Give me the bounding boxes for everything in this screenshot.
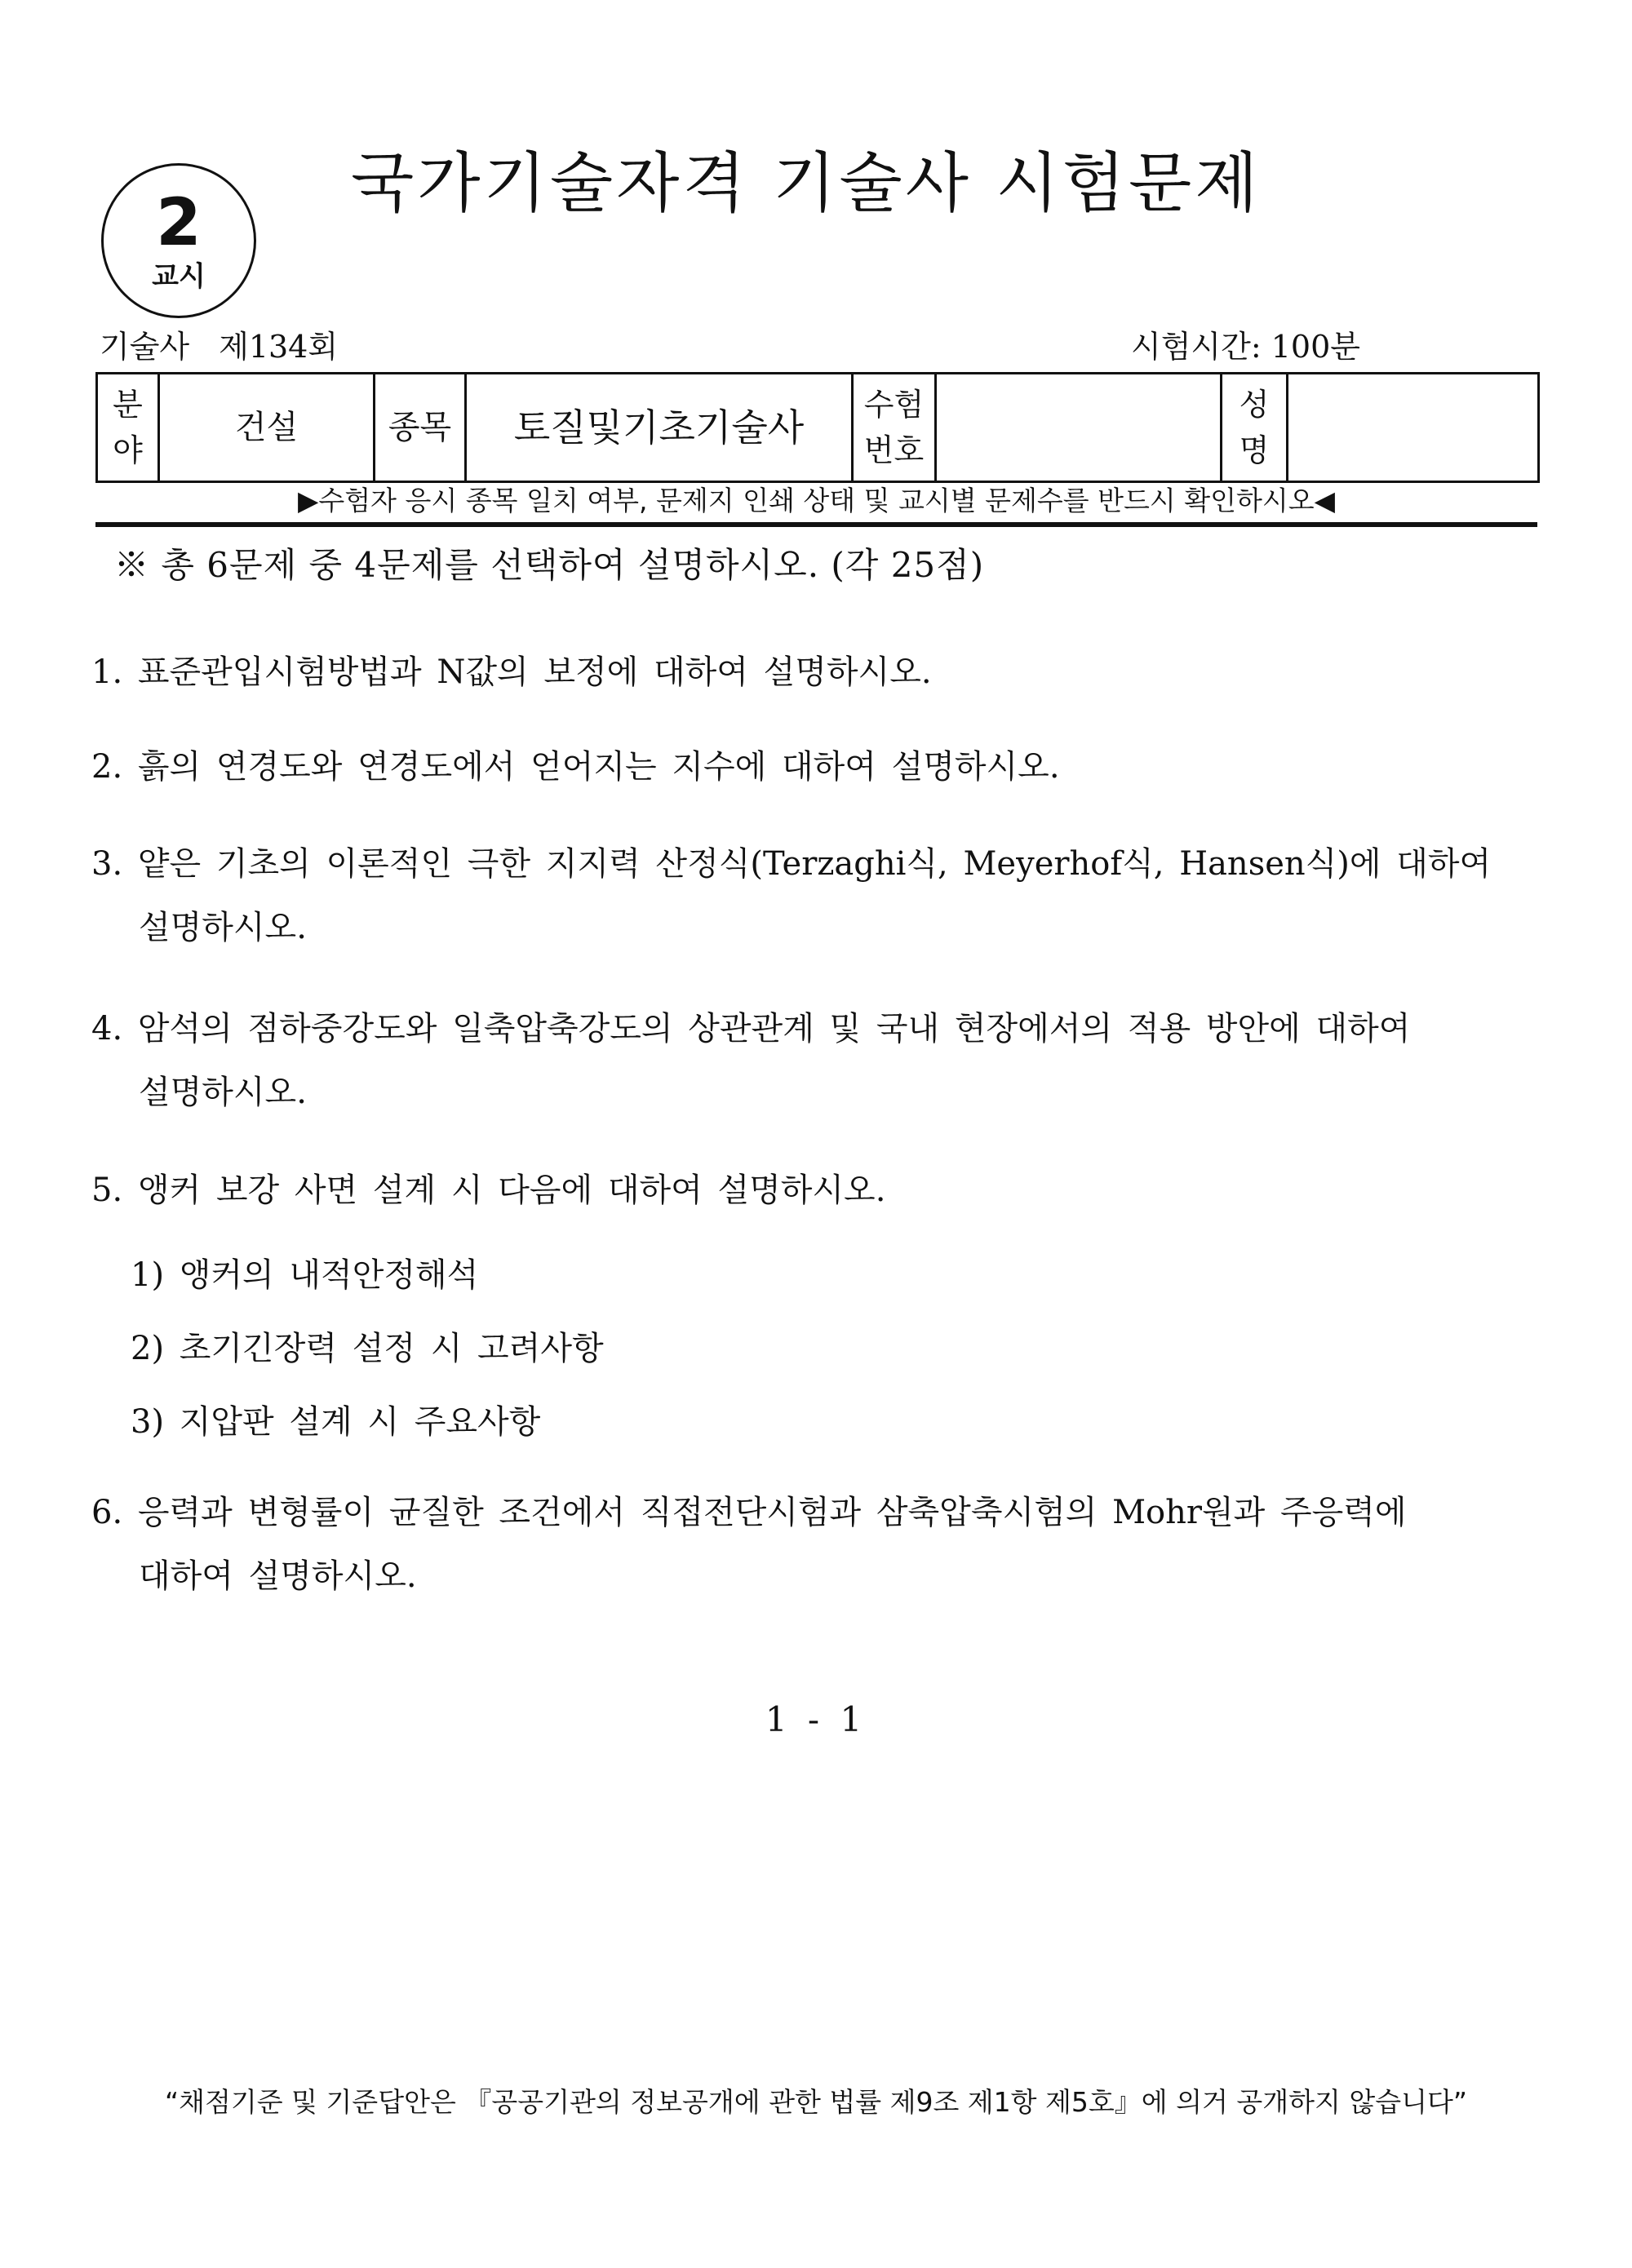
question-text-continued: 설명하시오. bbox=[139, 1074, 307, 1111]
question-text: 암석의 점하중강도와 일축압축강도의 상관관계 및 국내 현장에서의 적용 방안에 대하여 bbox=[137, 1010, 1411, 1048]
question-text: 표준관입시험방법과 N값의 보정에 대하여 설명하시오. bbox=[137, 653, 932, 691]
subitem-2 bbox=[131, 1324, 604, 1373]
subitem-1 bbox=[131, 1251, 478, 1300]
footer-note: “채점기준 및 기준답안은 『공공기관의 정보공개에 관한 법률 제9조 제1항 제5호』에 의거 공개하지 않습니다” bbox=[164, 2086, 1468, 2118]
question-text-continued: 설명하시오. bbox=[139, 909, 307, 946]
question-text: 응력과 변형률이 균질한 조건에서 직접전단시험과 삼축압축시험의 Mohr원과 주응력에 bbox=[137, 1494, 1407, 1531]
question-number: 5. bbox=[91, 1172, 123, 1209]
question-6 bbox=[91, 1481, 1540, 1608]
question-2 bbox=[91, 735, 1540, 799]
question-number: 6. bbox=[91, 1494, 123, 1531]
question-4 bbox=[91, 997, 1540, 1124]
subitem-text: 앵커의 내적안정해석 bbox=[179, 1256, 479, 1294]
exam-time-value: 100분 bbox=[1271, 329, 1360, 365]
question-5 bbox=[91, 1158, 1540, 1222]
subitem-number: 3) bbox=[131, 1403, 165, 1441]
exam-time bbox=[1131, 328, 1360, 365]
question-1 bbox=[91, 640, 1540, 704]
subitem-number: 1) bbox=[131, 1256, 165, 1294]
exam-info bbox=[100, 328, 338, 365]
question-number: 2. bbox=[91, 748, 123, 786]
exam-number-field[interactable] bbox=[936, 374, 1222, 482]
page-title: 국가기술자격 기술사 시험문제 bbox=[351, 145, 1262, 221]
subitem-text: 지압판 설계 시 주요사항 bbox=[179, 1403, 541, 1441]
divider bbox=[95, 522, 1537, 527]
exam-type: 기술사 bbox=[100, 329, 190, 365]
notice-bar: ▶수험자 응시 종목 일치 여부, 문제지 인쇄 상태 및 교시별 문제수를 반드시 확인하시오◀ bbox=[298, 485, 1335, 516]
question-text-continued: 대하여 설명하시오. bbox=[139, 1557, 417, 1595]
exam-number-label: 수험번호 bbox=[853, 374, 936, 482]
name-label: 성명 bbox=[1222, 374, 1288, 482]
session-label: 교시 bbox=[152, 260, 206, 293]
exam-time-label: 시험시간: bbox=[1131, 329, 1262, 365]
question-text: 흙의 연경도와 연경도에서 얻어지는 지수에 대하여 설명하시오. bbox=[137, 748, 1060, 786]
category-label: 종목 bbox=[375, 374, 466, 482]
question-3 bbox=[91, 832, 1540, 959]
exam-round: 제134회 bbox=[219, 329, 339, 365]
subitem-number: 2) bbox=[131, 1330, 165, 1367]
page-number: 1 - 1 bbox=[765, 1699, 867, 1739]
subitem-3 bbox=[131, 1398, 540, 1446]
field-label: 분야 bbox=[97, 374, 159, 482]
question-number: 4. bbox=[91, 1010, 123, 1048]
question-text: 얕은 기초의 이론적인 극한 지지력 산정식(Terzaghi식, Meyerhof식, Hansen식)에 대하여 bbox=[137, 845, 1492, 883]
field-value: 건설 bbox=[159, 374, 375, 482]
question-text: 앵커 보강 사면 설계 시 다음에 대하여 설명하시오. bbox=[137, 1172, 886, 1209]
question-number: 3. bbox=[91, 845, 123, 883]
session-number: 2 bbox=[156, 184, 202, 260]
category-value: 토질및기초기술사 bbox=[466, 374, 853, 482]
name-field[interactable] bbox=[1288, 374, 1539, 482]
info-table bbox=[95, 372, 1540, 483]
instruction: ※ 총 6문제 중 4문제를 선택하여 설명하시오. (각 25점) bbox=[114, 545, 985, 585]
session-badge bbox=[101, 163, 256, 318]
question-number: 1. bbox=[91, 653, 123, 691]
subitem-text: 초기긴장력 설정 시 고려사항 bbox=[179, 1330, 604, 1367]
